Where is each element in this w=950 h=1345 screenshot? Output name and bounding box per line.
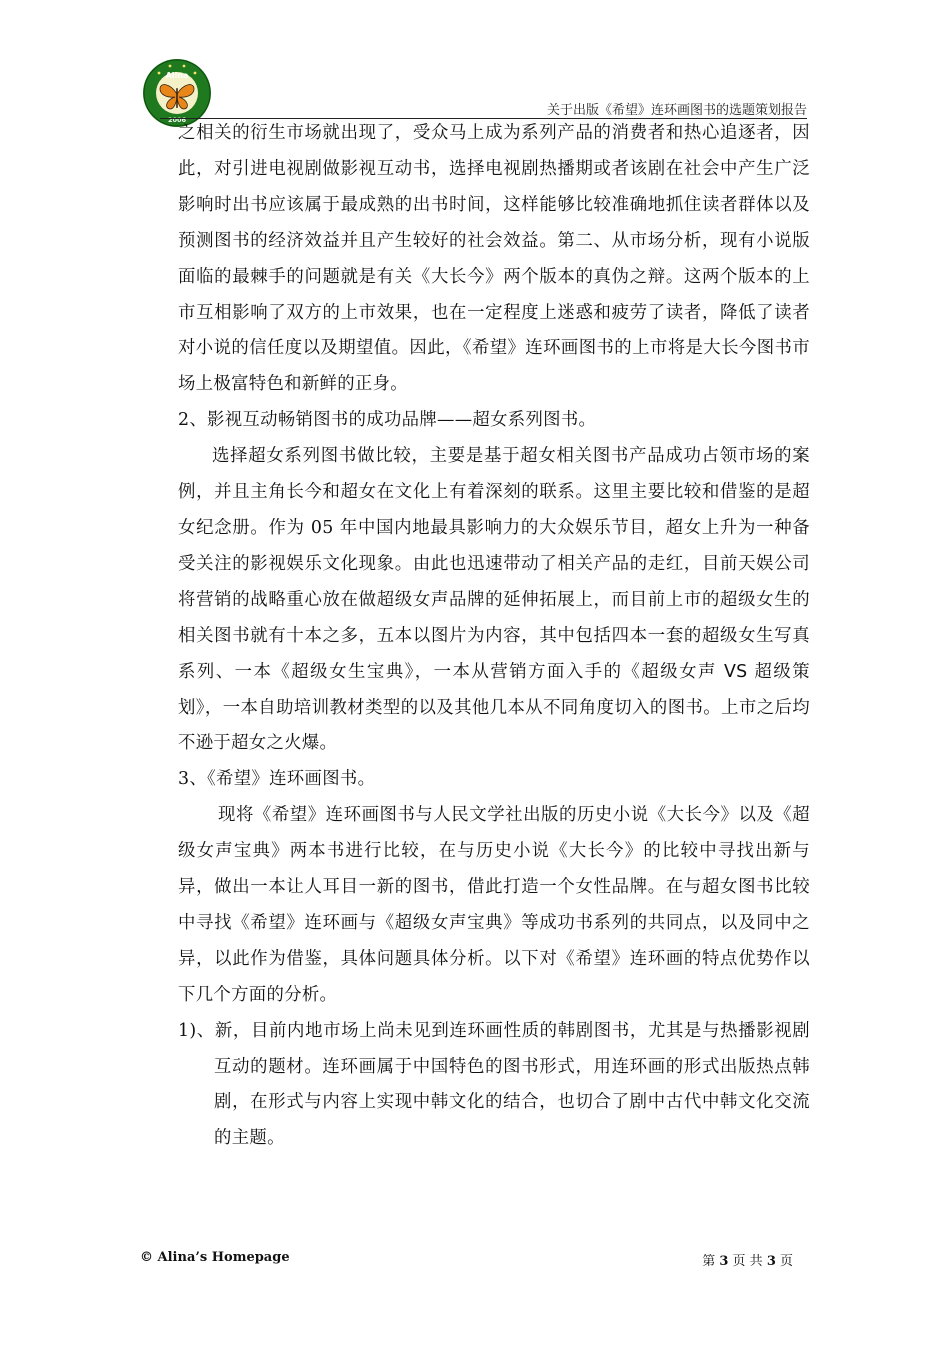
paragraph-super-girl-part1: 选择超女系列图书做比较，主要是基于超女相关图书产品成功占领市场的案例，并且主角长今和超女在文化上有着深刻的联系。这里主要比较和借鉴的是超女纪念册。作为 05 年中国内地最具影响力的大众娱乐节目，超女上升为一种备受关注的影视娱乐文化现象。由此也迅速带动了相关产品的走红，目前天娱公司将营销的战略重心放在做超级女声品牌的延伸拓展上，而目前上市的超级女生的相关图书就有十本之多，五本以图片为内容，其中包括四本一套的超级女生写真系列、一本《超级女生宝典》，一本从营销方面入手的《超级女声 [178, 446, 810, 682]
section-heading-3: 3、《希望》连环画图书。 [178, 769, 376, 790]
document-body [178, 116, 810, 1157]
page-current: 3 [719, 1254, 729, 1269]
logo-text-top: Alina [165, 71, 189, 80]
vs-text: VS [723, 661, 748, 682]
logo-text-bottom: 2006 [167, 116, 187, 124]
paragraph-super-girl-part2: 超级策划》，一本自助培训教材类型的以及其他几本从不同角度切入的图书。上市之后均不逊于超女之火爆。 [178, 661, 810, 754]
footer-copyright: © Alina’s Homepage [140, 1250, 290, 1265]
header-title: 关于出版《希望》连环画图书的选题策划报告 [546, 103, 807, 118]
paragraph-comparison: 现将《希望》连环画图书与人民文学社出版的历史小说《大长今》以及《超级女声宝典》两本书进行比较，在与历史小说《大长今》的比较中寻找出新与异，做出一本让人耳目一新的图书，借此打造一个女性品牌。在与超女图书比较中寻找《希望》连环画与《超级女声宝典》等成功书系列的共同点，以及同中之异，以此作为借鉴，具体问题具体分析。以下对《希望》连环画的特点优势作以下几个方面的分析。 [178, 805, 810, 1005]
list-item-new: 1)、新，目前内地市场上尚未见到连环画性质的韩剧图书，尤其是与热播影视剧互动的题材。连环画属于中国特色的图书形式，用连环画的形式出版热点韩剧，在形式与内容上实现中韩文化的结合，也切合了剧中古代中韩文化交流的主题。 [178, 1020, 810, 1149]
page-total: 3 [766, 1254, 776, 1269]
page-middle: 页 共 [728, 1254, 767, 1269]
paragraph-super-girl [178, 439, 810, 762]
section-heading-2: 2、影视互动畅销图书的成功品牌——超女系列图书。 [178, 410, 597, 431]
page-prefix: 第 [702, 1254, 720, 1269]
paragraph-continuation: 之相关的衍生市场就出现了，受众马上成为系列产品的消费者和热心追逐者，因此，对引进电视剧做影视互动书，选择电视剧热播期或者该剧在社会中产生广泛影响时出书应该属于最成熟的出书时间，这样能够比较准确地抓住读者群体以及预测图书的经济效益并且产生较好的社会效益。第二、从市场分析，现有小说版面临的最棘手的问题就是有关《大长今》两个版本的真伪之辩。这两个版本的上市互相影响了双方的上市效果，也在一定程度上迷惑和疲劳了读者，降低了读者对小说的信任度以及期望值。因此，《希望》连环画图书的上市将是大长今图书市场上极富特色和新鲜的正身。 [178, 123, 810, 395]
page-suffix: 页 [775, 1254, 793, 1269]
footer-page-number [702, 1250, 793, 1269]
